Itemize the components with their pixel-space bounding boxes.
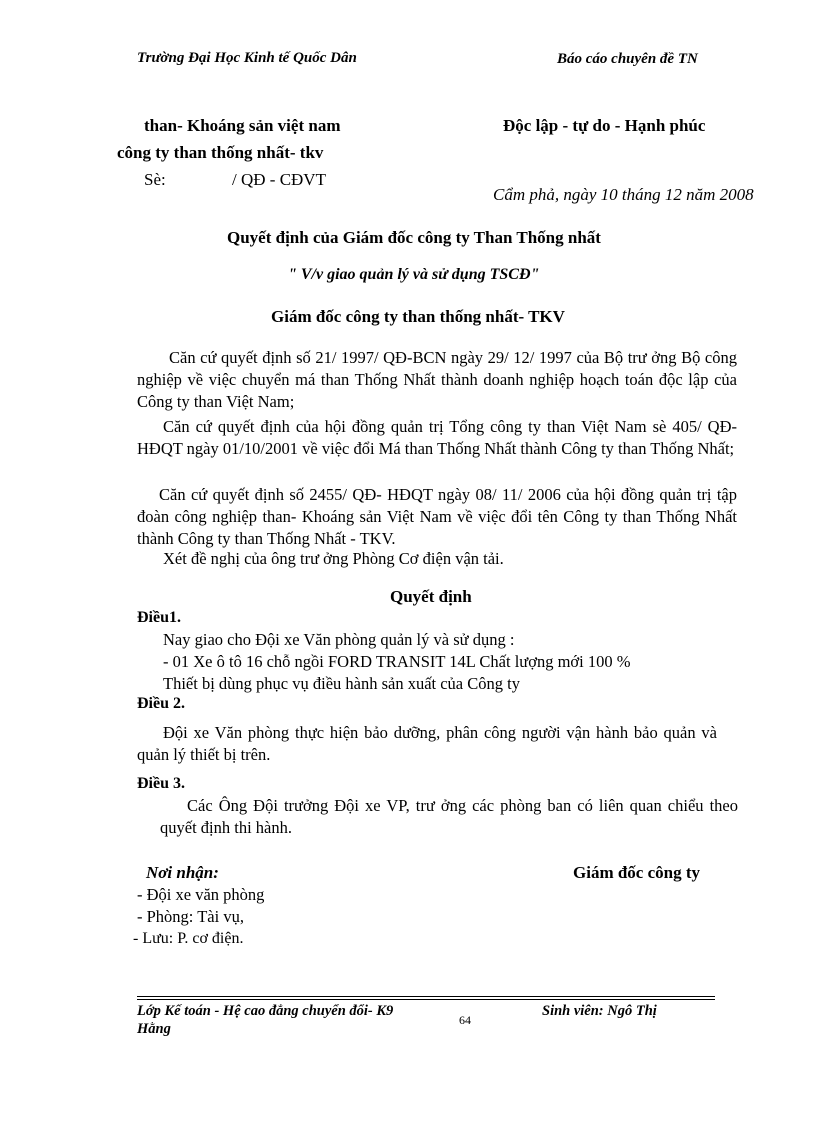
footer-rule-bottom (137, 999, 715, 1000)
header-school: Trường Đại Học Kinh tế Quốc Dân (137, 50, 357, 66)
doc-number-label: Sè: (144, 170, 166, 189)
decision-subject: " V/v giao quản lý và sử dụng TSCĐ" (288, 266, 540, 283)
article-1-line-3: Thiết bị dùng phục vụ điều hành sản xuất của Công ty (163, 674, 520, 693)
decision-title: Quyết định của Giám đốc công ty Than Thống nhất (227, 228, 601, 247)
signature-title: Giám đốc công ty (573, 863, 701, 882)
article-1-line-2: - 01 Xe ô tô 16 chỗ ngồi FORD TRANSIT 14L Chất lượng mới 100 % (163, 652, 631, 671)
footer-rule-top (137, 996, 715, 997)
page-number: 64 (459, 1013, 471, 1027)
article-2-heading: Điều 2. (137, 695, 185, 712)
issuer-title: Giám đốc công ty than thống nhất- TKV (271, 307, 565, 326)
recipient-item: - Lưu: P. cơ điện. (133, 930, 244, 947)
recipient-item: - Phòng: Tài vụ, (137, 907, 244, 926)
org-line-2: công ty than thống nhất- tkv (117, 143, 324, 162)
national-motto: Độc lập - tự do - Hạnh phúc (503, 116, 706, 135)
recipient-item: - Đội xe văn phòng (137, 885, 265, 904)
article-1-heading: Điều1. (137, 609, 181, 626)
decision-heading: Quyết định (390, 587, 472, 606)
footer-student: Sinh viên: Ngô Thị (542, 1003, 657, 1019)
recipients-heading: Nơi nhận: (146, 863, 219, 882)
footer-class-cont: Hằng (137, 1021, 171, 1037)
footer-class: Lớp Kế toán - Hệ cao đẳng chuyển đổi- K9 (137, 1003, 394, 1019)
header-report-title: Báo cáo chuyên đề TN (557, 51, 698, 67)
org-line-1: than- Khoáng sản việt nam (144, 116, 341, 135)
article-1-line-1: Nay giao cho Đội xe Văn phòng quản lý và sử dụng : (163, 630, 515, 649)
article-3-text: Các Ông Đội trưởng Đội xe VP, trư ởng các phòng ban có liên quan chiểu theo quyết định thi hành. (160, 796, 738, 837)
article-2-text: Đội xe Văn phòng thực hiện bảo dưỡng, phân công người vận hành bảo quản và quản lý thiết bị trên. (137, 723, 717, 764)
doc-number-code: / QĐ - CĐVT (232, 170, 326, 189)
basis-paragraph-3: Căn cứ quyết định số 2455/ QĐ- HĐQT ngày 08/ 11/ 2006 của hội đồng quản trị tập đoàn công nghiệp than- Khoáng sản Việt Nam về việc đổi tên Công ty than Thống Nhất thành Công ty than Thống Nhất - TKV. (137, 485, 737, 548)
basis-paragraph-2: Căn cứ quyết định của hội đồng quản trị Tổng công ty than Việt Nam sè 405/ QĐ-HĐQT ngày 01/10/2001 về việc đổi Má than Thống Nhất thành Công ty than Thống Nhất; (137, 417, 737, 458)
basis-paragraph-4: Xét đề nghị của ông trư ởng Phòng Cơ điện vận tải. (163, 549, 504, 568)
date-line: Cẩm phả, ngày 10 tháng 12 năm 2008 (493, 185, 754, 204)
basis-paragraph-1: Căn cứ quyết định số 21/ 1997/ QĐ-BCN ngày 29/ 12/ 1997 của Bộ trư ởng Bộ công nghiệp về việc chuyển má than Thống Nhất thành doanh nghiệp hoạch toán độc lập của Công ty than Việt Nam; (137, 348, 737, 411)
article-3-heading: Điều 3. (137, 775, 185, 792)
